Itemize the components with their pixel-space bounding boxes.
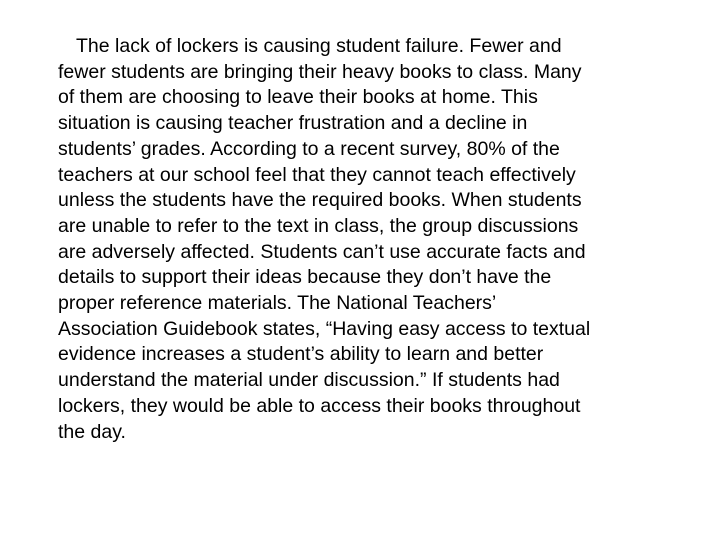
paragraph-line: are unable to refer to the text in class, the group discussions [58, 214, 579, 237]
paragraph-line: unless the students have the required books. When students [58, 189, 582, 212]
paragraph-line: are adversely affected. Students can’t use accurate facts and [58, 240, 586, 263]
paragraph-line: students’ grades. According to a recent survey, 80% of the [58, 137, 560, 160]
paragraph-line: evidence increases a student’s ability to learn and better [58, 343, 544, 366]
paragraph-line: The lack of lockers is causing student failure. Fewer and [76, 35, 562, 57]
paragraph-line: understand the material under discussion.” If students had [58, 369, 560, 392]
paragraph-line: Association Guidebook states, “Having easy access to textual [58, 317, 591, 340]
body-paragraph [58, 34, 678, 445]
paragraph-line: the day. [58, 420, 126, 443]
paragraph-line: of them are choosing to leave their books at home. This [58, 86, 538, 109]
paragraph-line: lockers, they would be able to access their books throughout [58, 394, 581, 417]
paragraph-line: proper reference materials. The National Teachers’ [58, 292, 497, 315]
paragraph-line: details to support their ideas because they don’t have the [58, 266, 552, 289]
paragraph-line: fewer students are bringing their heavy books to class. Many [58, 60, 582, 83]
paragraph-line: teachers at our school feel that they cannot teach effectively [58, 163, 576, 186]
paragraph-line: situation is causing teacher frustration and a decline in [58, 112, 528, 135]
